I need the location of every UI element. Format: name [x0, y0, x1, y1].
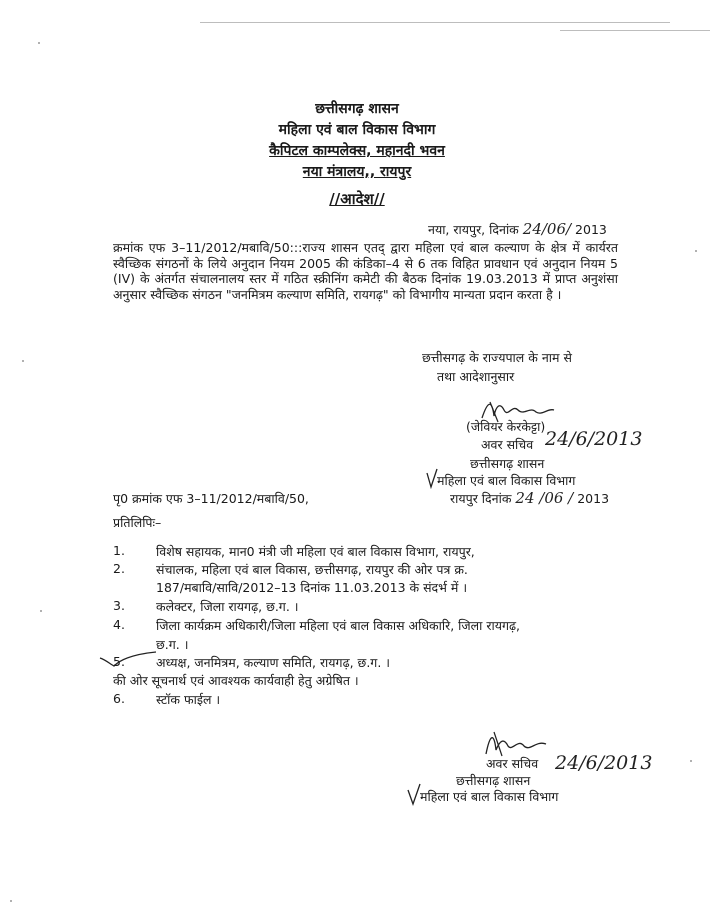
copy-item: अध्यक्ष, जनमित्रम, कल्याण समिति, रायगढ़, छ.ग. ।: [156, 655, 391, 670]
signature-scribble-2: [480, 728, 550, 758]
tick-mark-icon: [98, 650, 158, 668]
scan-speck: [690, 760, 692, 762]
endorsement-date-line: [450, 491, 609, 506]
signatory-2-department: महिला एवं बाल विकास विभाग: [420, 789, 559, 804]
signatory-2-govt: छत्तीसगढ़ शासन: [456, 773, 531, 788]
signature-1-handwritten-date: 24/6/2013: [545, 428, 643, 450]
scan-speck: [695, 250, 697, 252]
copy-item-continuation: 187/मबावि/सावि/2012–13 दिनांक 11.03.2013 के संदर्भ में ।: [156, 580, 468, 595]
endorsement-ref: पृ0 क्रमांक एफ 3–11/2012/मबावि/50,: [113, 491, 309, 506]
scan-line-top: [200, 22, 670, 23]
signatory-designation: अवर सचिव: [481, 437, 534, 452]
scan-speck: [40, 610, 42, 612]
scan-line-top-right: [560, 30, 710, 31]
header-govt: छत्तीसगढ़ शासन: [315, 101, 399, 117]
endorsement-place: रायपुर दिनांक: [450, 491, 512, 506]
copy-forward-line: की ओर सूचनार्थ एवं आवश्यक कार्यवाही हेतु अग्रेषित ।: [113, 673, 359, 688]
endorsement-date-handwritten: 24 /06 /: [515, 489, 574, 507]
order-date-line: [428, 222, 607, 237]
copy-item-number: 2.: [113, 561, 125, 576]
copy-item-number: 6.: [113, 691, 125, 706]
copy-item-number: 3.: [113, 598, 125, 613]
copy-item: विशेष सहायक, मान0 मंत्री जी महिला एवं बाल विकास विभाग, रायपुर,: [156, 544, 475, 559]
copy-item: कलेक्टर, जिला रायगढ़, छ.ग. ।: [156, 599, 299, 614]
copy-item: स्टॉक फाईल ।: [156, 692, 221, 707]
signatory-2-designation: अवर सचिव: [486, 756, 539, 771]
copy-item: जिला कार्यक्रम अधिकारी/जिला महिला एवं बाल विकास अधिकारि, जिला रायगढ़,: [156, 618, 521, 633]
order-date-handwritten: 24/06/: [522, 220, 572, 238]
header-department: महिला एवं बाल विकास विभाग: [278, 122, 436, 138]
scan-speck: [38, 42, 40, 44]
order-date-place: नया, रायपुर, दिनांक: [428, 222, 519, 237]
order-date-year: 2013: [575, 222, 607, 237]
copy-item-number: 1.: [113, 543, 125, 558]
order-body-paragraph: क्रमांक एफ 3–11/2012/मबावि/50:::राज्य शासन एतद् द्वारा महिला एवं बाल कल्याण के क्षेत्र में कार्यरत स्वैच्छिक संगठनों के लिये अनुदान नियम 2005 की कंडिका–4 से 6 तक विहित प्रावधान एवं अनुदान नियम 5 (IV) के अंतर्गत संचालनालय स्तर में गठित स्क्रीनिंग कमेटी की बैठक दिनांक 19.03.2013 में प्राप्त अनुशंसा अनुसार स्वैच्छिक संगठन "जनमित्रम कल्याण समिति, रायगढ़" को विभागीय मान्यता प्रदान करता है ।: [113, 240, 618, 302]
header-city: नया मंत्रालय,, रायपुर: [302, 164, 412, 180]
copy-item-continuation: छ.ग. ।: [156, 637, 189, 652]
scan-speck: [10, 900, 12, 902]
endorsement-year: 2013: [577, 491, 610, 506]
signatory-name: (जेवियर केरकेट्टा): [466, 419, 546, 434]
header-building: कैपिटल काम्पलेक्स, महानदी भवन: [269, 143, 445, 159]
signature-2-handwritten-date: 24/6/2013: [555, 752, 653, 774]
signatory-govt: छत्तीसगढ़ शासन: [470, 456, 545, 471]
order-title: //आदेश//: [329, 190, 385, 208]
authority-line-1: छत्तीसगढ़ के राज्यपाल के नाम से: [422, 350, 572, 365]
signatory-department: महिला एवं बाल विकास विभाग: [437, 473, 576, 488]
copy-item-number: 5.: [113, 654, 125, 669]
copy-to-label: प्रतिलिपिः–: [113, 515, 162, 530]
authority-line-2: तथा आदेशानुसार: [437, 369, 515, 384]
copy-item: संचालक, महिला एवं बाल विकास, छत्तीसगढ़, रायपुर की ओर पत्र क्र.: [156, 562, 468, 577]
copy-item-number: 4.: [113, 617, 125, 632]
scan-speck: [22, 360, 24, 362]
